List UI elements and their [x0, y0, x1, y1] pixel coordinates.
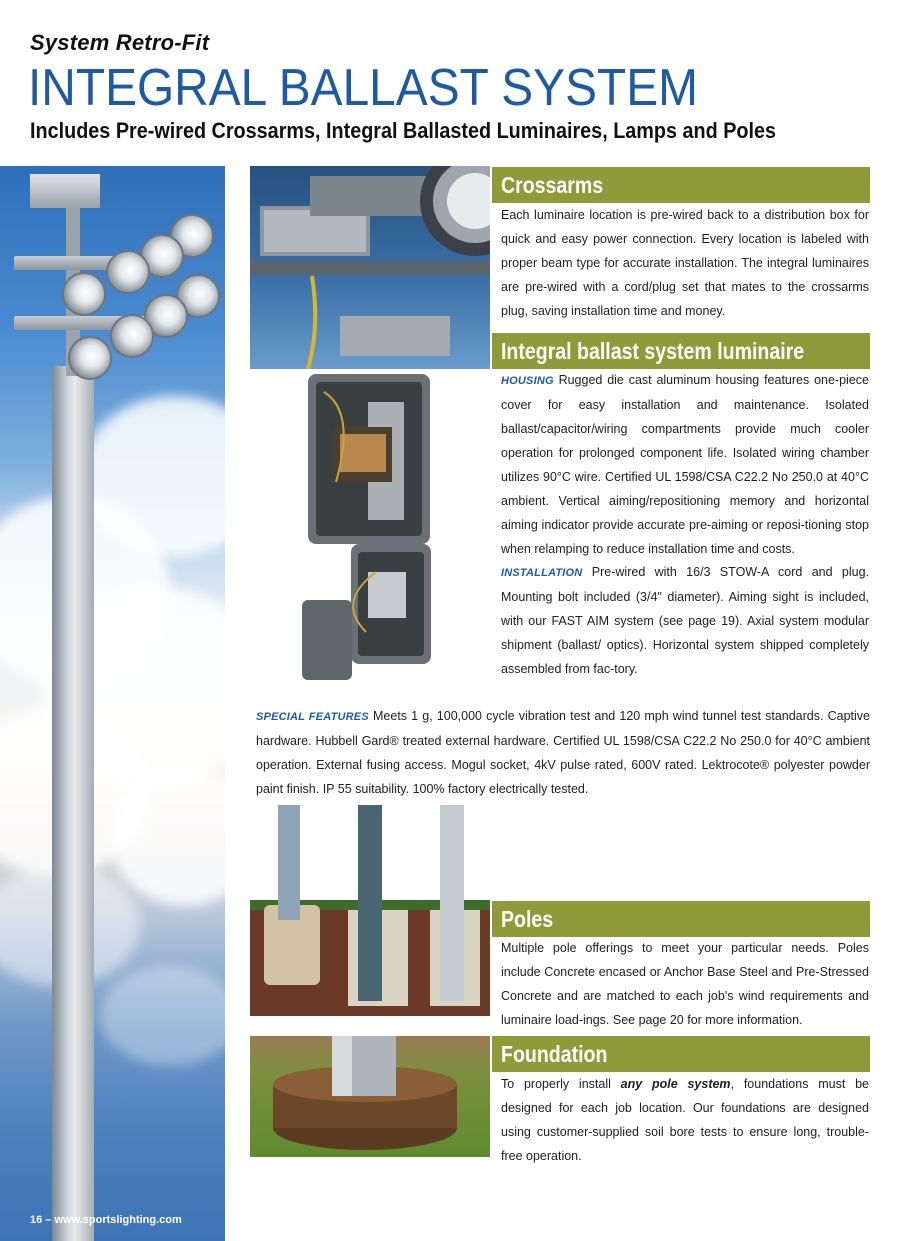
sky-pole-photo	[0, 166, 225, 1241]
page-kicker: System Retro-Fit	[30, 30, 210, 55]
page-footer: 16 – www.sportslighting.com	[30, 1214, 182, 1226]
housing-body: Rugged die cast aluminum housing features one-piece cover for easy installation and maintenance. Isolated ballast/capacitor/wiring compartments provide much cooler operation for prolonged component life. Isolated wiring chamber utilizes 90°C wire. Certified UL 1598/CSA C22.2 No 250.0 at 40°C ambient. Vertical aiming/repositioning memory and horizontal aiming indicator provide accurate pre-aiming or reposi-tioning stop when relamping to reduce installation time and costs.	[501, 373, 869, 556]
installation-lead: INSTALLATION	[501, 567, 583, 579]
special-features-paragraph	[256, 704, 870, 801]
crossarms-heading: Crossarms	[492, 167, 870, 203]
crossarm-photo	[250, 166, 490, 369]
page-subtitle: Includes Pre-wired Crossarms, Integral Ballasted Luminaires, Lamps and Poles	[30, 118, 777, 143]
luminaire-photo	[296, 372, 436, 690]
special-features-lead: SPECIAL FEATURES	[256, 711, 369, 723]
distribution-box	[30, 174, 100, 208]
poles-heading: Poles	[492, 901, 870, 937]
poles-photo	[250, 800, 490, 1016]
installation-paragraph	[501, 560, 869, 681]
poles-body: Multiple pole offerings to meet your particular needs. Poles include Concrete encased or Anchor Base Steel and Pre-Stressed Concrete and are matched to each job's wind requirements and luminaire load-ings. See page 20 for more information.	[501, 941, 869, 1027]
page-title: INTEGRAL BALLAST SYSTEM	[28, 59, 698, 117]
housing-lead: HOUSING	[501, 375, 554, 387]
special-features-body: Meets 1 g, 100,000 cycle vibration test and 120 mph wind tunnel test standards. Captive hardware. Hubbell Gard® treated external hardware. Certified UL 1598/CSA C22.2 No 250.0 for 40°C ambient operation. External fusing access. Mogul socket, 4kV pulse rated, 600V rated. Lektrocote® polyester powder paint finish. IP 55 suitability. 100% factory electrically tested.	[256, 709, 870, 796]
housing-paragraph	[501, 368, 869, 561]
pole-shaft	[52, 366, 94, 1241]
crossarms-body: Each luminaire location is pre-wired back to a distribution box for quick and easy power connection. Every location is labeled with proper beam type for accurate installation. The integral luminaires are pre-wired with a cord/plug set that mates to the crossarms plug, saving installation time and money.	[501, 208, 869, 318]
foundation-emphasis: any pole system	[620, 1077, 731, 1091]
luminaire-heading: Integral ballast system luminaire	[492, 333, 870, 369]
foundation-body-start: To properly install	[501, 1077, 621, 1091]
installation-body: Pre-wired with 16/3 STOW-A cord and plug. Mounting bolt included (3/4" diameter). Aiming sight is included, with our FAST AIM system (see page 19). Axial system modular shipment (ballast/ optics). Horizontal system shipped completely assembled from fac-tory.	[501, 565, 869, 676]
foundation-heading: Foundation	[492, 1036, 870, 1072]
foundation-body	[501, 1072, 869, 1168]
foundation-body-end: , foundations must be designed for each job location. Our foundations are designed using customer-supplied soil bore tests to ensure long, trouble-free operation.	[501, 1077, 870, 1163]
foundation-photo	[250, 1036, 490, 1157]
